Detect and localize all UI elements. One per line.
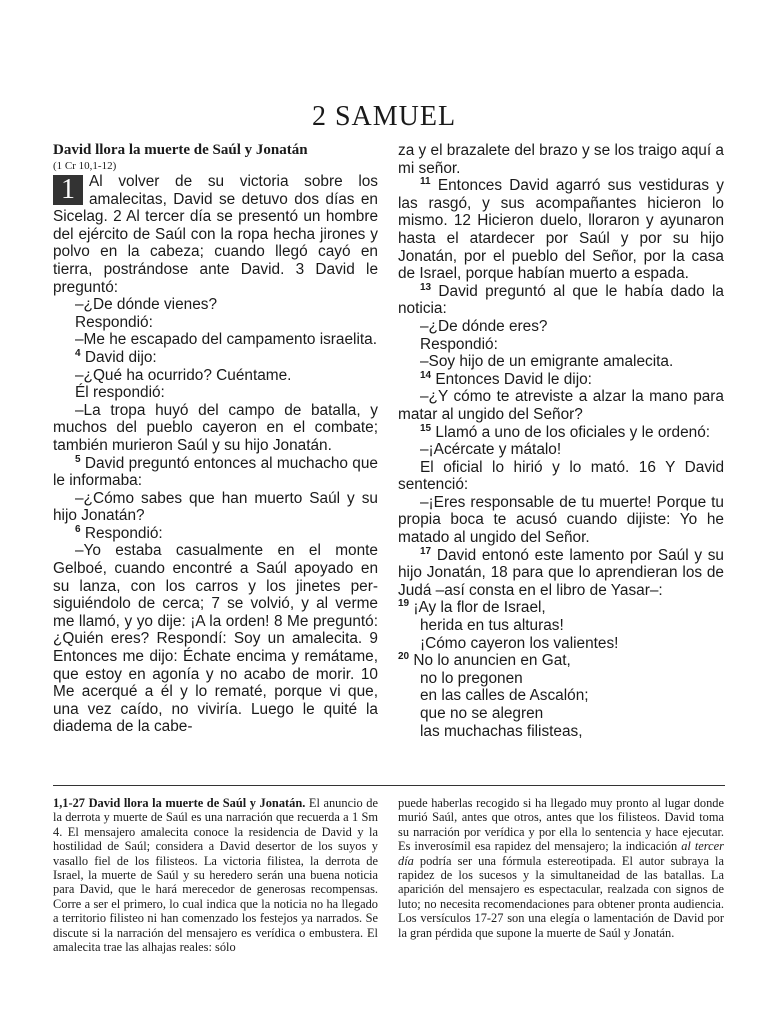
chapter-number: 1 bbox=[53, 175, 83, 205]
verse-text: –¿Y cómo te atreviste a alzar la mano para matar al ungido del Señor? bbox=[398, 388, 724, 423]
verse-line bbox=[398, 687, 724, 705]
verse-text: Al volver de su victoria sobre los amalecitas, David se detuvo dos días en Sicelag. 2 Al tercer día se presentó un hombre del ejército de Saúl con la ropa hecha jirones y polvo en la cabeza; cuando llegó cayó en tierra, postrándose ante David. 3 David le preguntó: bbox=[53, 173, 378, 296]
verse-line bbox=[398, 459, 724, 494]
verse-line bbox=[53, 402, 378, 455]
verse-text: –¿Cómo sabes que han muerto Saúl y su hijo Jonatán? bbox=[53, 489, 378, 525]
verse-text: El oficial lo hirió y lo mató. 16 Y David sentenció: bbox=[398, 458, 724, 494]
verse-line bbox=[398, 723, 724, 741]
right-column bbox=[398, 142, 724, 740]
verse-text: en las calles de Ascalón; bbox=[420, 687, 589, 705]
verse-text: David preguntó entonces al muchacho que le informaba: bbox=[53, 454, 378, 490]
verse-line bbox=[53, 349, 378, 367]
footnote-italic: al tercer día bbox=[398, 839, 724, 868]
section-title: David llora la muerte de Saúl y Jonatán bbox=[53, 142, 308, 158]
verse-text: ¡Ay la flor de Israel, bbox=[409, 599, 546, 617]
verse-line bbox=[53, 314, 378, 332]
verse-line bbox=[398, 388, 724, 423]
verse-text: –¿De dónde eres? bbox=[420, 317, 548, 335]
verse-number: 17 bbox=[420, 545, 432, 557]
footnote-left-column bbox=[53, 796, 378, 954]
verse-text: las muchachas filisteas, bbox=[420, 722, 583, 740]
verse-line bbox=[398, 494, 724, 547]
verse-line bbox=[53, 296, 378, 314]
verse-line bbox=[53, 455, 378, 490]
verse-line bbox=[53, 367, 378, 385]
verse-line bbox=[53, 525, 378, 543]
verse-text: Respondió: bbox=[80, 524, 163, 542]
verse-line bbox=[398, 283, 724, 318]
left-column bbox=[53, 142, 378, 736]
verse-line bbox=[398, 371, 724, 389]
verse-number: 5 bbox=[75, 453, 81, 465]
verse-line bbox=[398, 142, 724, 177]
verse-line bbox=[398, 599, 724, 617]
verse-text: Llamó a uno de los oficiales y le ordenó: bbox=[431, 423, 711, 441]
verse-text: –¿De dónde vienes? bbox=[75, 296, 218, 314]
verse-text: –Soy hijo de un emigrante amalecita. bbox=[420, 353, 674, 371]
verse-text: –¿Qué ha ocurrido? Cuéntame. bbox=[75, 366, 292, 384]
verse-text: no lo pregonen bbox=[420, 669, 523, 687]
verse-line bbox=[398, 670, 724, 688]
footnote-right-text-b: podría ser una fórmula estereotipada. El autor subraya la rapidez de los sucesos y la simultaneidad de las batallas. La aparición del mensajero es espectacular, realzada con signos de luto; no necesita recomendaciones para obtener pronta audiencia. Los versículos 17-27 son una elegía o lamentación de David por la gran pérdida que supone la muerte de Saúl y Jonatán. bbox=[398, 853, 724, 940]
footnote-left-text: El anuncio de la derrota y muerte de Saúl es una narración que recuerda a 1 Sm 4. El mensajero amalecita conoce la residencia de David y la hostilidad de Saúl; considera a David desertor de los suyos y vasallo fiel de los filisteos. La victoria filistea, la derrota de Israel, la muerte de Saúl y su heredero serán una buena noticia para David, que le hará merecedor de generosas recompensas. Corre a ser el primero, lo cual indica que la noticia no ha llegado a territorio filisteo ni han comenzado los festejos ya narrados. Se discute si la narración del mensajero es verídica o embustera. El amalecita trae las alhajas reales: sólo bbox=[53, 796, 378, 955]
verse-line bbox=[398, 353, 724, 371]
verse-text: Entonces David le dijo: bbox=[431, 370, 592, 388]
verse-number: 6 bbox=[75, 523, 81, 535]
verse-text: Respondió: bbox=[420, 335, 498, 353]
verse-text: Él respondió: bbox=[75, 384, 165, 402]
verse-text: za y el brazalete del brazo y se los traigo aquí a mi señor. bbox=[398, 142, 724, 177]
left-text bbox=[53, 173, 378, 736]
verse-text: –La tropa huyó del campo de batalla, y muchos del pueblo cayeron en el combate; también murieron Saúl y su hijo Jonatán. bbox=[53, 401, 378, 454]
footnote-right-column bbox=[398, 796, 724, 940]
verse-number: 11 bbox=[420, 176, 431, 188]
verse-text: –Me he escapado del campamento israelita. bbox=[75, 331, 378, 349]
verse-text: No lo anuncien en Gat, bbox=[409, 652, 571, 670]
verse-line bbox=[398, 652, 724, 670]
verse-line bbox=[53, 490, 378, 525]
verse-text: David entonó este lamento por Saúl y su hijo Jonatán, 18 para que lo aprendieran los de Judá –así consta en el libro de Yasar–: bbox=[398, 546, 724, 599]
verse-text: herida en tus alturas! bbox=[420, 617, 564, 635]
verse-text: ¡Cómo cayeron los valientes! bbox=[420, 634, 619, 652]
section-reference: (1 Cr 10,1-12) bbox=[53, 160, 117, 172]
verse-line bbox=[398, 424, 724, 442]
verse-line bbox=[398, 318, 724, 336]
verse-text: –¡Acércate y mátalo! bbox=[420, 441, 562, 459]
verse-line bbox=[398, 336, 724, 354]
verse-number: 14 bbox=[420, 369, 432, 381]
verse-text: –Yo estaba casualmente en el monte Gelboé, cuando encontré a Saúl apoyado en su lanza, con los carros y los jinetes persiguiéndolo de cerca; 7 se volvió, y al verme me llamó, y yo dije: ¡A la orden! 8 Me preguntó: ¿Quién eres? Respondí: Soy un amalecita. 9 Entonces me dijo: Échate encima y remátame, que estoy en agonía y no acabo de morir. 10 Me acerqué a él y lo rematé, porque vi que, una vez caído, no viviría. Luego le quité la diadema de la cabe- bbox=[53, 542, 378, 736]
verse-number: 13 bbox=[420, 281, 432, 293]
verse-line bbox=[398, 705, 724, 723]
verse-line bbox=[53, 173, 378, 296]
verse-line bbox=[53, 542, 378, 736]
verse-text: David preguntó al que le había dado la noticia: bbox=[398, 282, 724, 318]
verse-text: –¡Eres responsable de tu muerte! Porque tu propia boca te acusó cuando dijiste: Yo he matado al ungido del Señor. bbox=[398, 493, 724, 547]
verse-text: Respondió: bbox=[75, 313, 153, 331]
verse-number: 20 bbox=[398, 651, 410, 663]
footnote-divider bbox=[53, 785, 725, 786]
verse-text: Entonces David agarró sus vestiduras y las rasgó, y sus acompañantes hicieron lo mismo. 12 Hicieron duelo, lloraron y ayunaron hasta el atardecer por Saúl y por su hijo Jonatán, por el pueblo del Señor, por la casa de Israel, porque habían muerto a espada. bbox=[398, 177, 724, 283]
verse-line bbox=[398, 441, 724, 459]
verse-line bbox=[53, 384, 378, 402]
verse-line bbox=[398, 617, 724, 635]
footnote-heading: 1,1-27 David llora la muerte de Saúl y Jonatán. bbox=[53, 796, 306, 810]
verse-line bbox=[398, 547, 724, 600]
verse-text: David dijo: bbox=[80, 348, 157, 366]
verse-line bbox=[398, 635, 724, 653]
page-title: 2 SAMUEL bbox=[311, 101, 457, 132]
footnote-right-text-a: puede haberlas recogido si ha llegado muy pronto al lugar donde murió Saúl, antes que otros, antes que los filisteos. David toma su narración por verídica y por ella lo sentencia y hace ejecutar. Es inverosímil esa rapidez del mensajero; la indicación bbox=[398, 796, 724, 854]
verse-line bbox=[53, 331, 378, 349]
verse-number: 4 bbox=[75, 347, 81, 359]
verse-number: 15 bbox=[420, 422, 432, 434]
verse-line bbox=[398, 177, 724, 283]
verse-number: 19 bbox=[398, 598, 410, 610]
verse-text: que no se alegren bbox=[420, 705, 544, 722]
